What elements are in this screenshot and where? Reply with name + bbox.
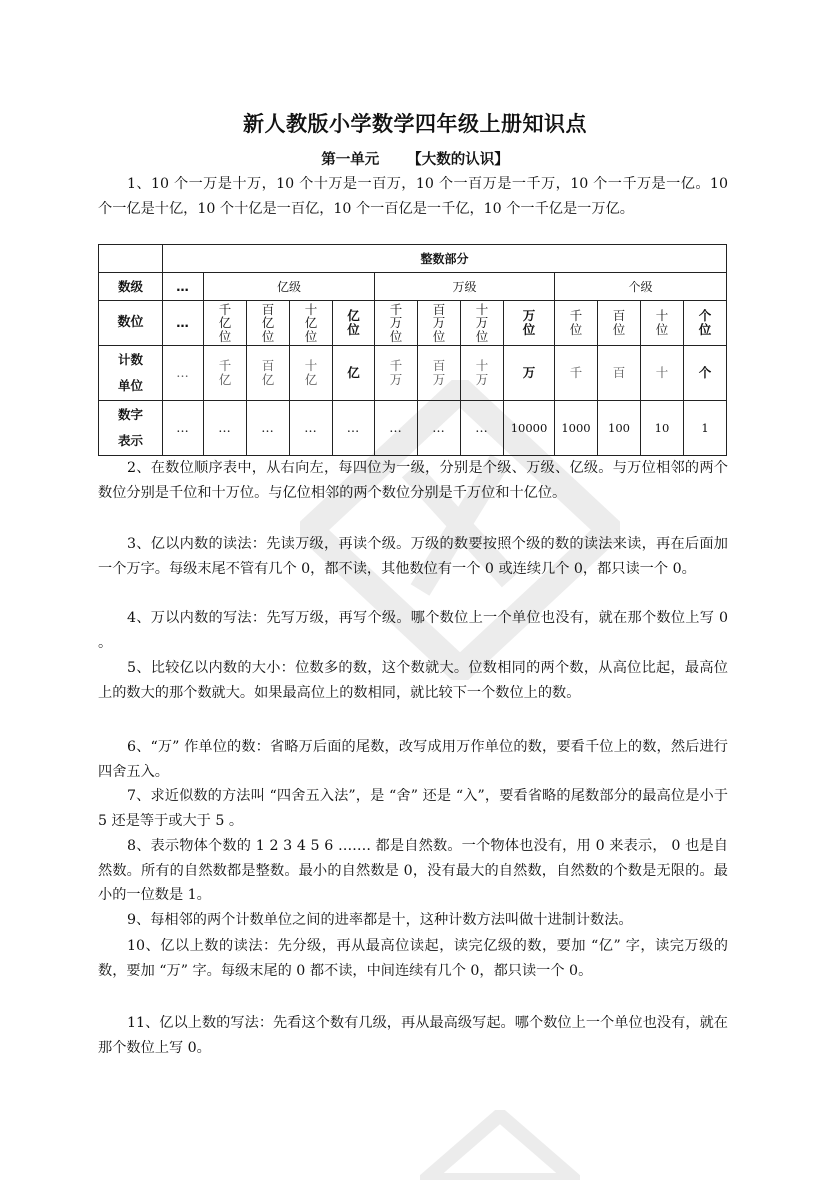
paragraph-2: 2、在数位顺序表中，从右向左，每四位为一级，分别是个级、万级、亿级。与万位相邻的两个数位分别是千位和十万位。与亿位相邻的两个数位分别是千万位和十亿位。 — [98, 460, 728, 501]
digit-cell: … — [418, 401, 461, 456]
digit-cell: … — [461, 401, 504, 456]
integer-part-header: 整数部分 — [163, 245, 727, 273]
paragraph-6: 6、“万” 作单位的数：省略万后面的尾数，改写成用万作单位的数，要看千位上的数，然后进行四舍五入。 — [98, 739, 728, 780]
place-cell: 百万位 — [418, 301, 461, 346]
table-row — [99, 346, 727, 401]
digit-cell: … — [375, 401, 418, 456]
unit-cell: 十万 — [461, 346, 504, 401]
digit-cell: … — [163, 401, 204, 456]
digit-cell: … — [204, 401, 247, 456]
unit-heading — [0, 148, 830, 169]
unit-cell: 千万 — [375, 346, 418, 401]
level-cell: 亿级 — [204, 273, 375, 301]
unit-label: 第一单元 — [321, 152, 380, 168]
paragraph-4: 4、万以内数的写法：先写万级，再写个级。哪个数位上一个单位也没有，就在那个数位上写 0 。 — [98, 610, 728, 651]
unit-cell: … — [163, 346, 204, 401]
table-row — [99, 401, 727, 456]
place-cell: 十位 — [641, 301, 684, 346]
unit-topic: 【大数的认识】 — [407, 152, 509, 168]
place-cell: 十亿位 — [290, 301, 333, 346]
place-cell: … — [163, 301, 204, 346]
watermark-icon — [420, 1110, 580, 1180]
unit-cell: 千亿 — [204, 346, 247, 401]
digit-cell: … — [247, 401, 290, 456]
table-corner-cell — [99, 245, 163, 273]
unit-cell: 个 — [684, 346, 727, 401]
page-title: 新人教版小学数学四年级上册知识点 — [243, 112, 587, 136]
digit-cell: 10000 — [504, 401, 555, 456]
place-cell: 百位 — [598, 301, 641, 346]
place-cell: 十万位 — [461, 301, 504, 346]
paragraph-7: 7、求近似数的方法叫 “四舍五入法”，是 “舍” 还是 “入”，要看省略的尾数部分的最高位是小于 5 还是等于或大于 5 。 — [98, 788, 728, 829]
digit-cell: 10 — [641, 401, 684, 456]
table-row — [99, 301, 727, 346]
row-label-level: 数级 — [99, 273, 163, 301]
level-cell: … — [163, 273, 204, 301]
row-label-digit: 数字表示 — [99, 401, 163, 456]
paragraph-10: 10、亿以上数的读法：先分级，再从最高位读起，读完亿级的数，要加 “亿” 字，读完万级的数，要加 “万” 字。每级末尾的 0 都不读，中间连续有几个 0，都只读一个 0。 — [98, 938, 728, 979]
place-cell: 个位 — [684, 301, 727, 346]
place-cell: 亿位 — [333, 301, 375, 346]
paragraph-3: 3、亿以内数的读法：先读万级，再读个级。万级的数要按照个级的数的读法来读，再在后面加一个万字。每级末尾不管有几个 0，都不读，其他数位有一个 0 或连续几个 0，都只读一个 0。 — [98, 536, 728, 577]
digit-cell: … — [290, 401, 333, 456]
unit-cell: 百亿 — [247, 346, 290, 401]
digit-cell: … — [333, 401, 375, 456]
unit-cell: 十 — [641, 346, 684, 401]
paragraph-9: 9、每相邻的两个计数单位之间的进率都是十，这种计数方法叫做十进制计数法。 — [127, 912, 633, 928]
digit-cell: 1 — [684, 401, 727, 456]
unit-cell: 万 — [504, 346, 555, 401]
unit-cell: 亿 — [333, 346, 375, 401]
unit-cell: 十亿 — [290, 346, 333, 401]
unit-cell: 百万 — [418, 346, 461, 401]
place-cell: 万位 — [504, 301, 555, 346]
digit-cell: 100 — [598, 401, 641, 456]
paragraph-11: 11、亿以上数的写法：先看这个数有几级，再从最高级写起。哪个数位上一个单位也没有，就在那个数位上写 0。 — [98, 1015, 728, 1056]
unit-cell: 百 — [598, 346, 641, 401]
place-cell: 百亿位 — [247, 301, 290, 346]
place-cell: 千位 — [555, 301, 598, 346]
paragraph-1: 1、10 个一万是十万，10 个十万是一百万，10 个一百万是一千万，10 个一千万是一亿。10 个一亿是十亿，10 个十亿是一百亿，10 个一百亿是一千亿，10 个一千亿是一万亿。 — [98, 176, 728, 217]
table-row — [99, 273, 727, 301]
row-label-unit: 计数单位 — [99, 346, 163, 401]
level-cell: 个级 — [555, 273, 727, 301]
place-cell: 千亿位 — [204, 301, 247, 346]
place-value-table — [98, 244, 727, 456]
table-row — [99, 245, 727, 273]
paragraph-5: 5、比较亿以内数的大小：位数多的数，这个数就大。位数相同的两个数，从高位比起，最高位上的数大的那个数就大。如果最高位上的数相同，就比较下一个数位上的数。 — [98, 660, 728, 701]
place-cell: 千万位 — [375, 301, 418, 346]
unit-cell: 千 — [555, 346, 598, 401]
digit-cell: 1000 — [555, 401, 598, 456]
paragraph-8: 8、表示物体个数的 1 2 3 4 5 6 ……. 都是自然数。一个物体也没有，用 0 来表示， 0 也是自然数。所有的自然数都是整数。最小的自然数是 0，没有最大的自然数，自然数的个数是无限的。最小的一位数是 1。 — [98, 838, 728, 903]
level-cell: 万级 — [375, 273, 555, 301]
row-label-place: 数位 — [99, 301, 163, 346]
